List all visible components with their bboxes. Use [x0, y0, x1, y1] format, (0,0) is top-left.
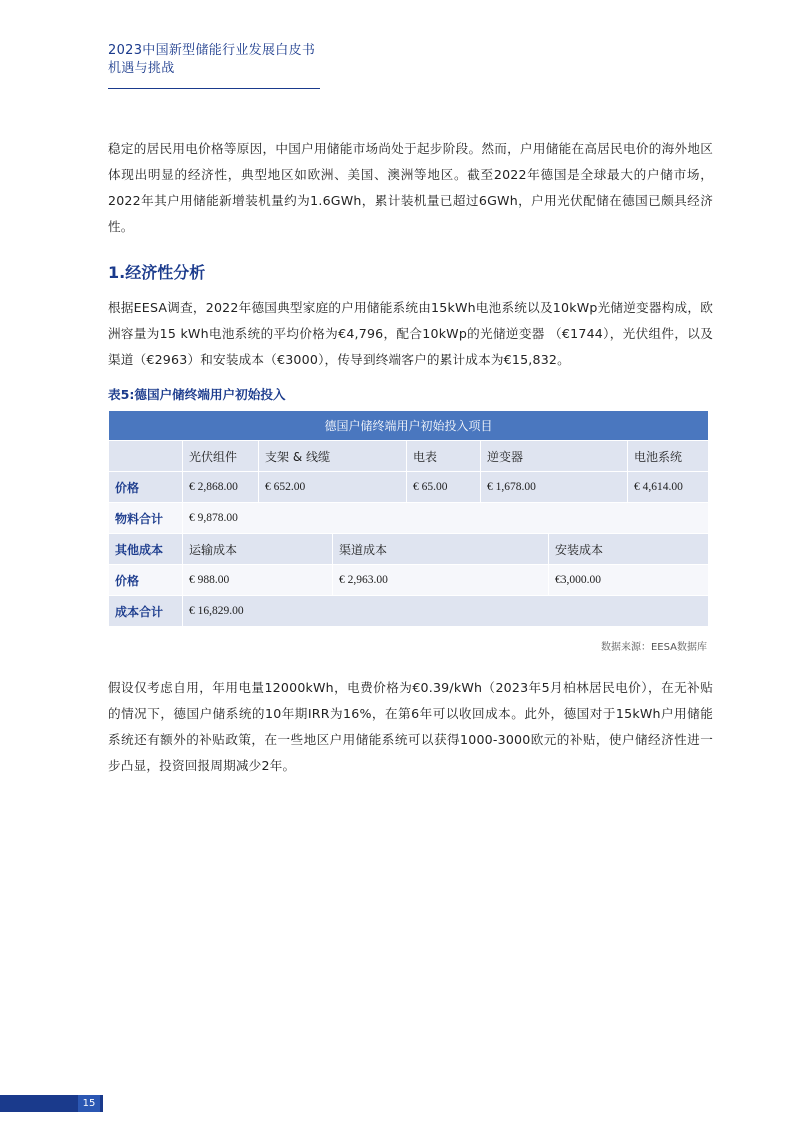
paragraph-intro: 稳定的居民用电价格等原因，中国户用储能市场尚处于起步阶段。然而，户用储能在高居民电价的海外地区体现出明显的经济性，典型地区如欧洲、美国、澳洲等地区。截至2022年德国是全球最大的户储市场，2022年其户用储能新增装机量约为1.6GWh，累计装机量已超过6GWh，户用光伏配储在德国已颇具经济性。 — [108, 141, 713, 234]
col-header-bracket: 支架 & 线缆 — [259, 441, 407, 472]
col-header-transport: 运输成本 — [183, 534, 333, 565]
col-header-inverter: 逆变器 — [481, 441, 628, 472]
price-inverter: € 1,678.00 — [481, 472, 628, 503]
table-title: 德国户储终端用户初始投入项目 — [109, 411, 709, 441]
table-row — [109, 565, 709, 596]
material-total: € 9,878.00 — [183, 503, 709, 534]
paragraph-irr: 假设仅考虑自用，年用电量12000kWh，电费价格为€0.39/kWh（2023年5月柏林居民电价），在无补贴的情况下，德国户储系统的10年期IRR为16%，在第6年可以收回成本。此外，德国对于15kWh户用储能系统还有额外的补贴政策，在一些地区户用储能系统可以获得1000-3000欧元的补贴，使户储经济性进一步凸显，投资回报周期减少2年。 — [108, 680, 713, 773]
header-divider — [108, 88, 320, 89]
col-header-pv: 光伏组件 — [183, 441, 259, 472]
col-header-meter: 电表 — [407, 441, 481, 472]
price-install: €3,000.00 — [549, 565, 709, 596]
table-row — [109, 596, 709, 627]
header-subtitle: 机遇与挑战 — [108, 61, 175, 76]
price-battery: € 4,614.00 — [628, 472, 709, 503]
paragraph-cost-analysis: 根据EESA调查，2022年德国典型家庭的户用储能系统由15kWh电池系统以及10kWp光储逆变器构成，欧洲容量为15 kWh电池系统的平均价格为€4,796，配合10kWp的光储逆变器 （€1744），光伏组件，以及渠道（€2963）和安装成本（€3000），传导到终端客户的累计成本为€15,832。 — [108, 300, 713, 367]
table-row — [109, 534, 709, 565]
col-header-channel: 渠道成本 — [333, 534, 549, 565]
table-row — [109, 472, 709, 503]
table-caption: 表5:德国户储终端用户初始投入 — [108, 387, 286, 402]
cost-total: € 16,829.00 — [183, 596, 709, 627]
price-bracket: € 652.00 — [259, 472, 407, 503]
table-row — [109, 441, 709, 472]
col-header-install: 安装成本 — [549, 534, 709, 565]
table-cell-empty — [109, 441, 183, 472]
price-meter: € 65.00 — [407, 472, 481, 503]
row-label-material: 物料合计 — [109, 503, 183, 534]
price-pv: € 2,868.00 — [183, 472, 259, 503]
page-number: 15 — [78, 1095, 100, 1112]
row-label-price: 价格 — [109, 472, 183, 503]
running-header — [108, 42, 315, 78]
price-channel: € 2,963.00 — [333, 565, 549, 596]
table-row — [109, 503, 709, 534]
cost-table — [108, 410, 709, 627]
price-transport: € 988.00 — [183, 565, 333, 596]
row-label-other: 其他成本 — [109, 534, 183, 565]
row-label-other-price: 价格 — [109, 565, 183, 596]
header-title: 2023中国新型储能行业发展白皮书 — [108, 43, 316, 58]
row-label-total: 成本合计 — [109, 596, 183, 627]
col-header-battery: 电池系统 — [628, 441, 709, 472]
section-title: 1.经济性分析 — [108, 263, 206, 282]
data-source-note: 数据来源：EESA数据库 — [600, 642, 707, 653]
table-title-row — [109, 411, 709, 441]
